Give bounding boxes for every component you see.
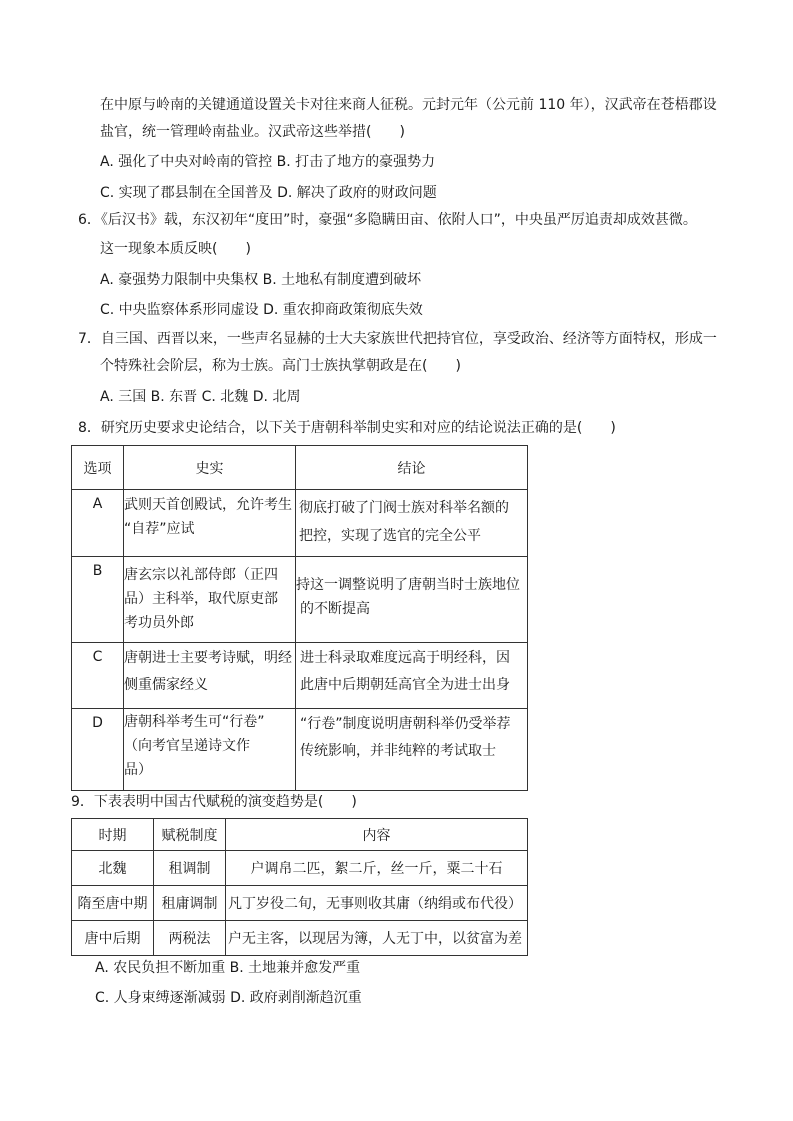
- q9-table-header: [72, 819, 528, 851]
- q8-row-d-fact-line: 唐朝科举考生可“行卷”: [124, 714, 265, 730]
- q9-stem: 9．下表表明中国古代赋税的演变趋势是( ): [71, 794, 357, 810]
- q9-table: [71, 818, 528, 956]
- q8-header-option: 选项: [72, 446, 124, 490]
- q8-row-d-option: D: [72, 709, 124, 791]
- q9-row-system: 两税法: [154, 921, 226, 956]
- q8-stem: 8．研究历史要求史论结合，以下关于唐朝科举制史实和对应的结论说法正确的是( ): [78, 420, 616, 436]
- q9-row-system: 租调制: [154, 851, 226, 886]
- q8-header-fact: 史实: [124, 446, 296, 490]
- q7-stem-line1: 7．自三国、西晋以来，一些声名显赫的士大夫家族世代把持官位，享受政治、经济等方面特权，形成一: [78, 331, 717, 347]
- q8-row-c-conclusion-line: 此唐中后期朝廷高官全为进士出身: [300, 677, 510, 693]
- q8-row-d-conclusion-line: “行卷”制度说明唐朝科举仍受举荐: [300, 716, 511, 732]
- q6-options-cd: C. 中央监察体系形同虚设 D. 重农抑商政策彻底失效: [100, 302, 423, 318]
- q6-options-ab: A. 豪强势力限制中央集权 B. 土地私有制度遭到破坏: [100, 272, 422, 288]
- q8-row-d-conclusion-line: 传统影响，并非纯粹的考试取士: [300, 743, 496, 759]
- q7-options: A. 三国 B. 东晋 C. 北魏 D. 北周: [100, 389, 301, 405]
- q9-row-content: 户调帛二匹，絮二斤，丝一斤，粟二十石: [226, 851, 528, 886]
- q8-row-a-fact-line: “自荐”应试: [124, 521, 195, 537]
- q8-row-a: [72, 490, 528, 557]
- q5-options-cd: C. 实现了郡县制在全国普及 D. 解决了政府的财政问题: [100, 185, 437, 201]
- q8-row-c-option: C: [72, 643, 124, 709]
- q8-row-d-fact-line: （向考官呈递诗文作: [124, 738, 250, 754]
- q8-row-b-fact-line: 品）主科举，取代原吏部: [124, 591, 278, 607]
- q8-row-c: [72, 643, 528, 709]
- q8-row-b-conclusion: [296, 557, 528, 643]
- q7-stem-line2: 个特殊社会阶层，称为士族。高门士族执掌朝政是在( ): [100, 358, 461, 374]
- q9-row-period: 唐中后期: [72, 921, 154, 956]
- q8-row-a-conclusion: [296, 490, 528, 557]
- q9-header-period: 时期: [72, 819, 154, 851]
- q8-row-a-conclusion-line: 把控，实现了选官的完全公平: [299, 528, 481, 544]
- q8-header-conclusion: 结论: [296, 446, 528, 490]
- q6-stem-line2: 这一现象本质反映( ): [100, 241, 251, 257]
- q9-header-system: 赋税制度: [154, 819, 226, 851]
- q8-row-b: [72, 557, 528, 643]
- q8-row-c-conclusion: [296, 643, 528, 709]
- q8-row-c-fact-line: 侧重儒家经义: [124, 677, 208, 693]
- q8-row-b-fact-line: 考功员外郎: [124, 615, 194, 631]
- q8-row-d: [72, 709, 528, 791]
- q8-row-d-fact-line: 品）: [124, 762, 152, 778]
- q9-header-content: 内容: [226, 819, 528, 851]
- q9-options-cd: C. 人身束缚逐渐减弱 D. 政府剥削渐趋沉重: [95, 990, 362, 1006]
- q5-stem-line1: 在中原与岭南的关键通道设置关卡对往来商人征税。元封元年（公元前 110 年），汉武帝在苍梧郡设: [100, 97, 717, 113]
- q8-row-b-fact: [124, 557, 296, 643]
- q8-row-d-conclusion: [296, 709, 528, 791]
- q8-row-c-fact: [124, 643, 296, 709]
- q8-row-a-conclusion-line: 彻底打破了门阀士族对科举名额的: [299, 500, 509, 516]
- q8-row-b-option: B: [72, 557, 124, 643]
- q8-row-a-option: A: [72, 490, 124, 557]
- q9-row-system: 租庸调制: [154, 886, 226, 921]
- q8-row-c-conclusion-line: 进士科录取难度远高于明经科，因: [300, 650, 510, 666]
- q8-row-a-fact-line: 武则天首创殿试，允许考生: [124, 497, 292, 513]
- q9-row: [72, 851, 528, 886]
- q9-options-ab: A. 农民负担不断加重 B. 土地兼并愈发严重: [95, 960, 361, 976]
- q9-row-content: 户无主客，以现居为簿，人无丁中，以贫富为差: [226, 921, 528, 956]
- q5-stem-line2: 盐官，统一管理岭南盐业。汉武帝这些举措( ): [100, 124, 405, 140]
- q8-row-b-conclusion-line: 的不断提高: [300, 601, 370, 617]
- q8-table: [71, 445, 528, 791]
- q9-row: [72, 921, 528, 956]
- q9-row-content: 凡丁岁役二旬，无事则收其庸（纳绢或布代役）: [226, 886, 528, 921]
- q9-row-period: 北魏: [72, 851, 154, 886]
- q5-options-ab: A. 强化了中央对岭南的管控 B. 打击了地方的豪强势力: [100, 154, 436, 170]
- q8-row-a-fact: [124, 490, 296, 557]
- q6-stem-line1: 6．《后汉书》载，东汉初年“度田”时，豪强“多隐瞒田亩、依附人口”，中央虽严厉追责却成效甚微。: [78, 212, 697, 228]
- q8-row-c-fact-line: 唐朝进士主要考诗赋，明经: [124, 650, 292, 666]
- q8-row-d-fact: [124, 709, 296, 791]
- q9-row: [72, 886, 528, 921]
- q8-row-b-conclusion-line: 持这一调整说明了唐朝当时士族地位: [296, 577, 520, 593]
- q8-table-header: [72, 446, 528, 490]
- q9-row-period: 隋至唐中期: [72, 886, 154, 921]
- q8-row-b-fact-line: 唐玄宗以礼部侍郎（正四: [124, 567, 278, 583]
